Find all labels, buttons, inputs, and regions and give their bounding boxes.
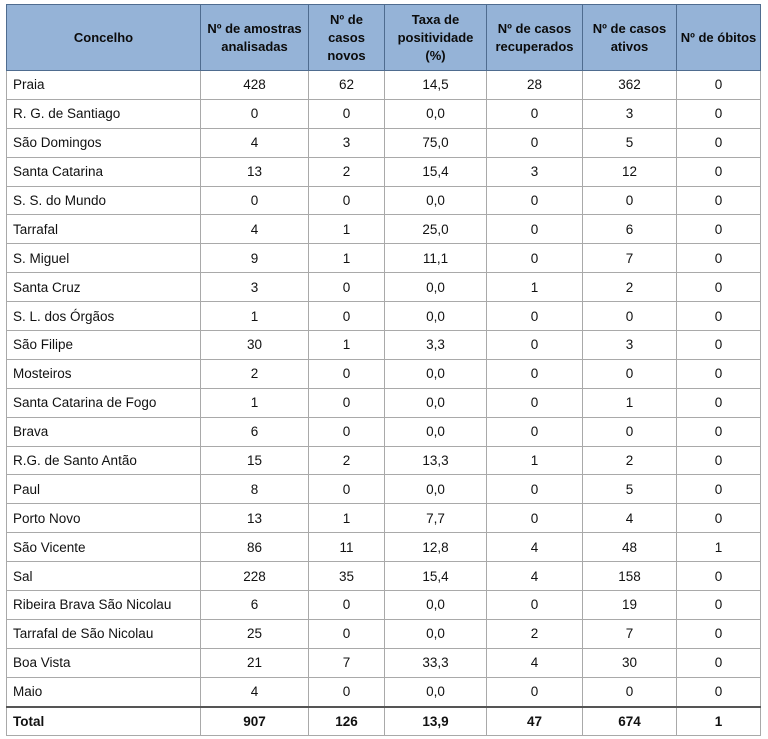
cell-ativos: 4 — [583, 504, 677, 533]
cell-positividade: 15,4 — [385, 562, 487, 591]
cell-obitos: 0 — [677, 388, 761, 417]
table-row — [7, 215, 761, 244]
cell-recuperados: 0 — [487, 99, 583, 128]
table-row — [7, 273, 761, 302]
total-casos-novos: 126 — [309, 707, 385, 736]
cell-recuperados: 0 — [487, 302, 583, 331]
cell-recuperados: 0 — [487, 591, 583, 620]
cell-recuperados: 4 — [487, 562, 583, 591]
table-row — [7, 302, 761, 331]
cell-recuperados: 28 — [487, 71, 583, 100]
table-row — [7, 186, 761, 215]
covid-cases-table — [6, 4, 761, 736]
cell-positividade: 0,0 — [385, 186, 487, 215]
table-row — [7, 244, 761, 273]
cell-amostras: 25 — [201, 619, 309, 648]
cell-casos-novos: 1 — [309, 331, 385, 360]
table-row — [7, 475, 761, 504]
cell-obitos: 0 — [677, 157, 761, 186]
cell-amostras: 428 — [201, 71, 309, 100]
table-row — [7, 417, 761, 446]
table-row — [7, 648, 761, 677]
cell-obitos: 0 — [677, 302, 761, 331]
cell-positividade: 0,0 — [385, 677, 487, 706]
cell-casos-novos: 35 — [309, 562, 385, 591]
cell-obitos: 0 — [677, 215, 761, 244]
cell-casos-novos: 0 — [309, 302, 385, 331]
cell-concelho: S. L. dos Órgãos — [7, 302, 201, 331]
cell-casos-novos: 62 — [309, 71, 385, 100]
cell-amostras: 3 — [201, 273, 309, 302]
cell-casos-novos: 0 — [309, 417, 385, 446]
cell-casos-novos: 1 — [309, 215, 385, 244]
cell-obitos: 0 — [677, 244, 761, 273]
cell-positividade: 33,3 — [385, 648, 487, 677]
cell-positividade: 14,5 — [385, 71, 487, 100]
cell-positividade: 25,0 — [385, 215, 487, 244]
cell-recuperados: 0 — [487, 359, 583, 388]
header-row — [7, 5, 761, 71]
cell-ativos: 1 — [583, 388, 677, 417]
header-ativos: Nº de casos ativos — [583, 5, 677, 71]
cell-obitos: 0 — [677, 591, 761, 620]
cell-recuperados: 3 — [487, 157, 583, 186]
cell-obitos: 0 — [677, 71, 761, 100]
header-concelho: Concelho — [7, 5, 201, 71]
cell-recuperados: 4 — [487, 533, 583, 562]
cell-ativos: 0 — [583, 302, 677, 331]
cell-concelho: S. Miguel — [7, 244, 201, 273]
cell-positividade: 75,0 — [385, 128, 487, 157]
table-row — [7, 331, 761, 360]
cell-positividade: 12,8 — [385, 533, 487, 562]
cell-amostras: 4 — [201, 128, 309, 157]
cell-concelho: Ribeira Brava São Nicolau — [7, 591, 201, 620]
cell-ativos: 19 — [583, 591, 677, 620]
total-label: Total — [7, 707, 201, 736]
cell-recuperados: 0 — [487, 186, 583, 215]
cell-recuperados: 0 — [487, 504, 583, 533]
cell-recuperados: 0 — [487, 475, 583, 504]
cell-ativos: 7 — [583, 244, 677, 273]
cell-ativos: 3 — [583, 99, 677, 128]
cell-ativos: 3 — [583, 331, 677, 360]
cell-concelho: São Vicente — [7, 533, 201, 562]
cell-obitos: 0 — [677, 273, 761, 302]
cell-obitos: 0 — [677, 619, 761, 648]
cell-amostras: 0 — [201, 186, 309, 215]
cell-amostras: 15 — [201, 446, 309, 475]
header-positividade: Taxa de positividade (%) — [385, 5, 487, 71]
cell-amostras: 8 — [201, 475, 309, 504]
cell-concelho: Sal — [7, 562, 201, 591]
cell-casos-novos: 0 — [309, 619, 385, 648]
cell-concelho: Maio — [7, 677, 201, 706]
cell-positividade: 11,1 — [385, 244, 487, 273]
cell-casos-novos: 0 — [309, 273, 385, 302]
cell-recuperados: 0 — [487, 215, 583, 244]
cell-positividade: 0,0 — [385, 273, 487, 302]
cell-ativos: 0 — [583, 186, 677, 215]
total-obitos: 1 — [677, 707, 761, 736]
cell-obitos: 0 — [677, 562, 761, 591]
cell-ativos: 48 — [583, 533, 677, 562]
cell-amostras: 1 — [201, 302, 309, 331]
table-row — [7, 99, 761, 128]
cell-casos-novos: 0 — [309, 99, 385, 128]
cell-ativos: 0 — [583, 417, 677, 446]
table-row — [7, 157, 761, 186]
cell-obitos: 0 — [677, 417, 761, 446]
cell-recuperados: 1 — [487, 273, 583, 302]
cell-amostras: 4 — [201, 215, 309, 244]
cell-ativos: 6 — [583, 215, 677, 244]
cell-positividade: 13,3 — [385, 446, 487, 475]
cell-obitos: 0 — [677, 677, 761, 706]
cell-obitos: 1 — [677, 533, 761, 562]
cell-ativos: 12 — [583, 157, 677, 186]
cell-concelho: Mosteiros — [7, 359, 201, 388]
cell-casos-novos: 0 — [309, 186, 385, 215]
cell-concelho: R. G. de Santiago — [7, 99, 201, 128]
table-row — [7, 359, 761, 388]
cell-casos-novos: 1 — [309, 504, 385, 533]
cell-amostras: 2 — [201, 359, 309, 388]
cell-positividade: 7,7 — [385, 504, 487, 533]
cell-amostras: 13 — [201, 157, 309, 186]
cell-amostras: 6 — [201, 591, 309, 620]
cell-positividade: 0,0 — [385, 591, 487, 620]
table-row — [7, 533, 761, 562]
cell-casos-novos: 0 — [309, 475, 385, 504]
cell-concelho: Tarrafal de São Nicolau — [7, 619, 201, 648]
table-row — [7, 562, 761, 591]
cell-amostras: 30 — [201, 331, 309, 360]
cell-recuperados: 0 — [487, 417, 583, 446]
table-row — [7, 71, 761, 100]
cell-casos-novos: 3 — [309, 128, 385, 157]
cell-amostras: 21 — [201, 648, 309, 677]
cell-positividade: 0,0 — [385, 388, 487, 417]
cell-concelho: S. S. do Mundo — [7, 186, 201, 215]
cell-casos-novos: 0 — [309, 677, 385, 706]
table-row — [7, 591, 761, 620]
cell-amostras: 9 — [201, 244, 309, 273]
total-recuperados: 47 — [487, 707, 583, 736]
cell-positividade: 0,0 — [385, 302, 487, 331]
cell-concelho: Santa Catarina — [7, 157, 201, 186]
table-row — [7, 677, 761, 706]
cell-obitos: 0 — [677, 648, 761, 677]
cell-recuperados: 0 — [487, 388, 583, 417]
cell-ativos: 30 — [583, 648, 677, 677]
cell-ativos: 7 — [583, 619, 677, 648]
cell-recuperados: 0 — [487, 331, 583, 360]
cell-obitos: 0 — [677, 475, 761, 504]
cell-concelho: Santa Catarina de Fogo — [7, 388, 201, 417]
cell-ativos: 0 — [583, 677, 677, 706]
cell-positividade: 15,4 — [385, 157, 487, 186]
cell-casos-novos: 2 — [309, 446, 385, 475]
header-amostras: Nº de amostras analisadas — [201, 5, 309, 71]
cell-obitos: 0 — [677, 186, 761, 215]
cell-obitos: 0 — [677, 99, 761, 128]
cell-casos-novos: 1 — [309, 244, 385, 273]
cell-ativos: 5 — [583, 475, 677, 504]
cell-casos-novos: 0 — [309, 359, 385, 388]
cell-obitos: 0 — [677, 331, 761, 360]
cell-positividade: 0,0 — [385, 475, 487, 504]
table-row — [7, 504, 761, 533]
cell-positividade: 0,0 — [385, 417, 487, 446]
cell-positividade: 0,0 — [385, 359, 487, 388]
cell-concelho: Tarrafal — [7, 215, 201, 244]
cell-concelho: R.G. de Santo Antão — [7, 446, 201, 475]
cell-recuperados: 0 — [487, 677, 583, 706]
cell-amostras: 0 — [201, 99, 309, 128]
cell-amostras: 13 — [201, 504, 309, 533]
cell-ativos: 5 — [583, 128, 677, 157]
total-row — [7, 707, 761, 736]
cell-obitos: 0 — [677, 359, 761, 388]
cell-ativos: 362 — [583, 71, 677, 100]
total-amostras: 907 — [201, 707, 309, 736]
cell-ativos: 158 — [583, 562, 677, 591]
cell-amostras: 228 — [201, 562, 309, 591]
cell-recuperados: 0 — [487, 244, 583, 273]
cell-positividade: 3,3 — [385, 331, 487, 360]
cell-recuperados: 4 — [487, 648, 583, 677]
cell-ativos: 2 — [583, 446, 677, 475]
header-casos-novos: Nº de casos novos — [309, 5, 385, 71]
cell-casos-novos: 2 — [309, 157, 385, 186]
table-row — [7, 388, 761, 417]
cell-ativos: 0 — [583, 359, 677, 388]
cell-casos-novos: 7 — [309, 648, 385, 677]
cell-positividade: 0,0 — [385, 99, 487, 128]
cell-positividade: 0,0 — [385, 619, 487, 648]
cell-recuperados: 0 — [487, 128, 583, 157]
cell-concelho: Praia — [7, 71, 201, 100]
cell-concelho: Paul — [7, 475, 201, 504]
cell-concelho: São Filipe — [7, 331, 201, 360]
cell-amostras: 86 — [201, 533, 309, 562]
total-positividade: 13,9 — [385, 707, 487, 736]
cell-concelho: Santa Cruz — [7, 273, 201, 302]
cell-amostras: 4 — [201, 677, 309, 706]
cell-concelho: Brava — [7, 417, 201, 446]
cell-concelho: Boa Vista — [7, 648, 201, 677]
header-obitos: Nº de óbitos — [677, 5, 761, 71]
cell-obitos: 0 — [677, 446, 761, 475]
cell-casos-novos: 0 — [309, 388, 385, 417]
cell-recuperados: 2 — [487, 619, 583, 648]
cell-amostras: 1 — [201, 388, 309, 417]
table-row — [7, 619, 761, 648]
table-body — [7, 71, 761, 707]
table-row — [7, 128, 761, 157]
cell-obitos: 0 — [677, 128, 761, 157]
header-recuperados: Nº de casos recuperados — [487, 5, 583, 71]
cell-recuperados: 1 — [487, 446, 583, 475]
total-ativos: 674 — [583, 707, 677, 736]
cell-ativos: 2 — [583, 273, 677, 302]
table-row — [7, 446, 761, 475]
cell-concelho: Porto Novo — [7, 504, 201, 533]
cell-casos-novos: 0 — [309, 591, 385, 620]
cell-obitos: 0 — [677, 504, 761, 533]
cell-amostras: 6 — [201, 417, 309, 446]
cell-casos-novos: 11 — [309, 533, 385, 562]
cell-concelho: São Domingos — [7, 128, 201, 157]
